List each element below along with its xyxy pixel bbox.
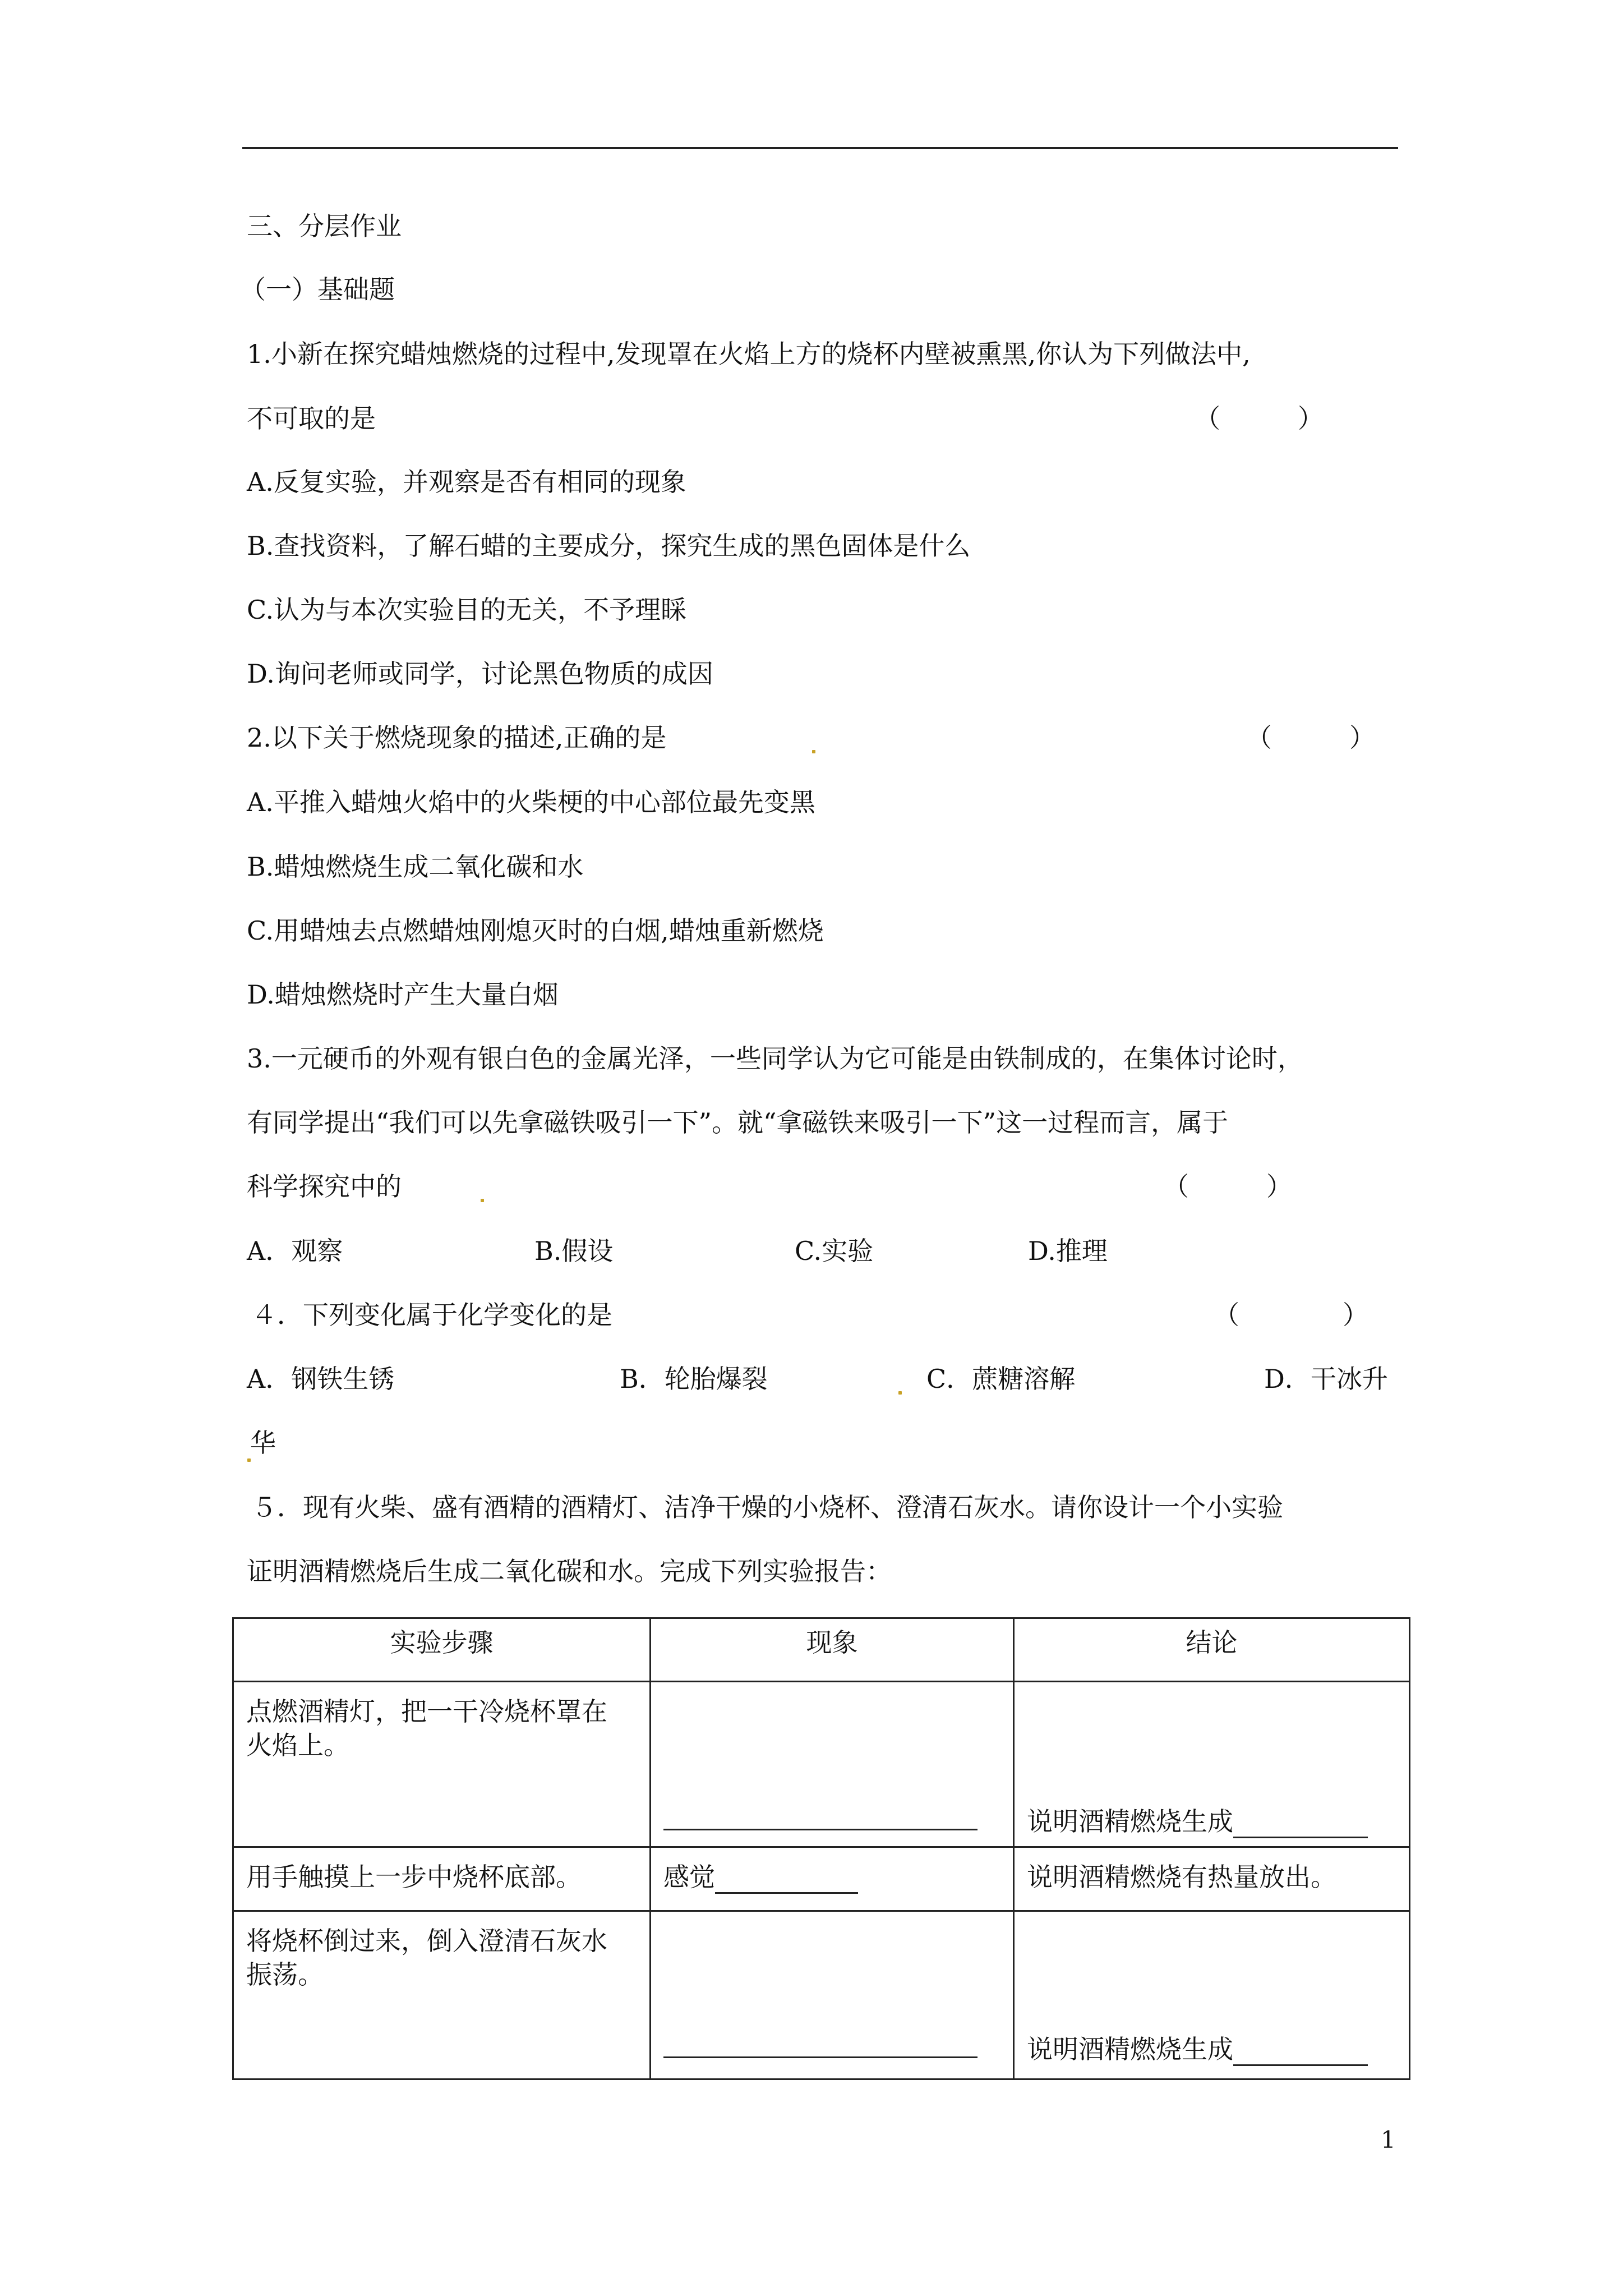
q1-stem-line1: 1.小新在探究蜡烛燃烧的过程中,发现罩在火焰上方的烧杯内壁被熏黑,你认为下列做法中, (247, 339, 1251, 369)
row3-conclusion-text: 说明酒精燃烧生成 (1027, 2034, 1233, 2064)
q4-option-b: B．轮胎爆裂 (620, 1364, 768, 1394)
q1-stem-line2: 不可取的是 (247, 403, 376, 434)
row2-conclusion: 说明酒精燃烧有热量放出。 (1014, 1847, 1410, 1911)
q1-option-a: A.反复实验，并观察是否有相同的现象 (247, 467, 686, 497)
q5-stem-line2: 证明酒精燃烧后生成二氧化碳和水。完成下列实验报告： (247, 1556, 892, 1586)
table-row (233, 1847, 1410, 1911)
row1-step: 点燃酒精灯，把一干冷烧杯罩在火焰上。 (233, 1682, 651, 1847)
table-row (233, 1911, 1410, 2079)
row1-conclusion-text: 说明酒精燃烧生成 (1027, 1806, 1233, 1837)
experiment-report-table (232, 1617, 1410, 2080)
row2-step: 用手触摸上一步中烧杯底部。 (233, 1847, 651, 1911)
table-row (233, 1682, 1410, 1847)
q3-answer-paren: （ ） (1163, 1171, 1292, 1202)
q4-stem: ４．下列变化属于化学变化的是 (251, 1300, 612, 1330)
q3-option-c: C.实验 (795, 1236, 874, 1266)
q1-answer-paren: （ ） (1195, 403, 1324, 434)
q2-stem: 2.以下关于燃烧现象的描述,正确的是 (247, 723, 667, 753)
q2-option-a: A.平推入蜡烛火焰中的火柴梗的中心部位最先变黑 (247, 787, 815, 817)
section-title: 三、分层作业 (247, 211, 402, 241)
row2-phenomenon-text: 感觉 (663, 1862, 715, 1892)
q2-option-d: D.蜡烛燃烧时产生大量白烟 (247, 979, 559, 1010)
q4-answer-paren: （ ） (1214, 1300, 1368, 1330)
q3-stem-line2: 有同学提出“我们可以先拿磁铁吸引一下”。就“拿磁铁来吸引一下”这一过程而言，属于 (247, 1107, 1229, 1138)
subsection-title: （一）基础题 (240, 274, 395, 305)
q3-option-b: B.假设 (534, 1236, 614, 1266)
row1-conclusion (1014, 1682, 1410, 1847)
row1-conclusion-blank[interactable] (1233, 1809, 1368, 1838)
q4-option-c: C．蔗糖溶解 (926, 1364, 1076, 1394)
header-conclusion: 结论 (1014, 1618, 1410, 1682)
q4-option-d-wrap: 华 (250, 1428, 276, 1458)
q3-stem-line1: 3.一元硬币的外观有银白色的金属光泽，一些同学认为它可能是由铁制成的，在集体讨论时， (247, 1043, 1303, 1074)
q3-option-a: A．观察 (247, 1236, 343, 1266)
q2-option-b: B.蜡烛燃烧生成二氧化碳和水 (247, 852, 584, 882)
page-number: 1 (1381, 2126, 1396, 2154)
q4-option-a: A．钢铁生锈 (247, 1364, 395, 1394)
q4-option-d: D．干冰升 (1264, 1364, 1388, 1394)
row3-conclusion (1014, 1911, 1410, 2079)
header-rule (242, 147, 1398, 149)
stray-dot (812, 750, 815, 753)
stray-dot (481, 1199, 484, 1202)
row3-phenomenon (651, 1911, 1014, 2079)
row2-phenomenon-blank[interactable] (715, 1864, 858, 1894)
q2-answer-paren: （ ） (1246, 723, 1375, 753)
row3-step: 将烧杯倒过来，倒入澄清石灰水振荡。 (233, 1911, 651, 2079)
header-phenomenon: 现象 (651, 1618, 1014, 1682)
row1-phenomenon-blank[interactable] (663, 1801, 978, 1830)
q3-option-d: D.推理 (1028, 1236, 1108, 1266)
q1-option-b: B.查找资料，了解石蜡的主要成分，探究生成的黑色固体是什么 (247, 531, 971, 561)
row3-phenomenon-blank[interactable] (663, 2028, 978, 2058)
row1-phenomenon (651, 1682, 1014, 1847)
row3-conclusion-blank[interactable] (1233, 2036, 1368, 2066)
q1-option-c: C.认为与本次实验目的无关，不予理睬 (247, 595, 687, 625)
stray-dot (898, 1391, 902, 1395)
table-header-row (233, 1618, 1410, 1682)
q5-stem-line1: ５．现有火柴、盛有酒精的酒精灯、洁净干燥的小烧杯、澄清石灰水。请你设计一个小实验 (251, 1492, 1283, 1522)
q1-option-d: D.询问老师或同学，讨论黑色物质的成因 (247, 659, 713, 689)
q3-stem-line3: 科学探究中的 (247, 1171, 402, 1202)
header-step: 实验步骤 (233, 1618, 651, 1682)
q2-option-c: C.用蜡烛去点燃蜡烛刚熄灭时的白烟,蜡烛重新燃烧 (247, 915, 824, 946)
row2-phenomenon (651, 1847, 1014, 1911)
